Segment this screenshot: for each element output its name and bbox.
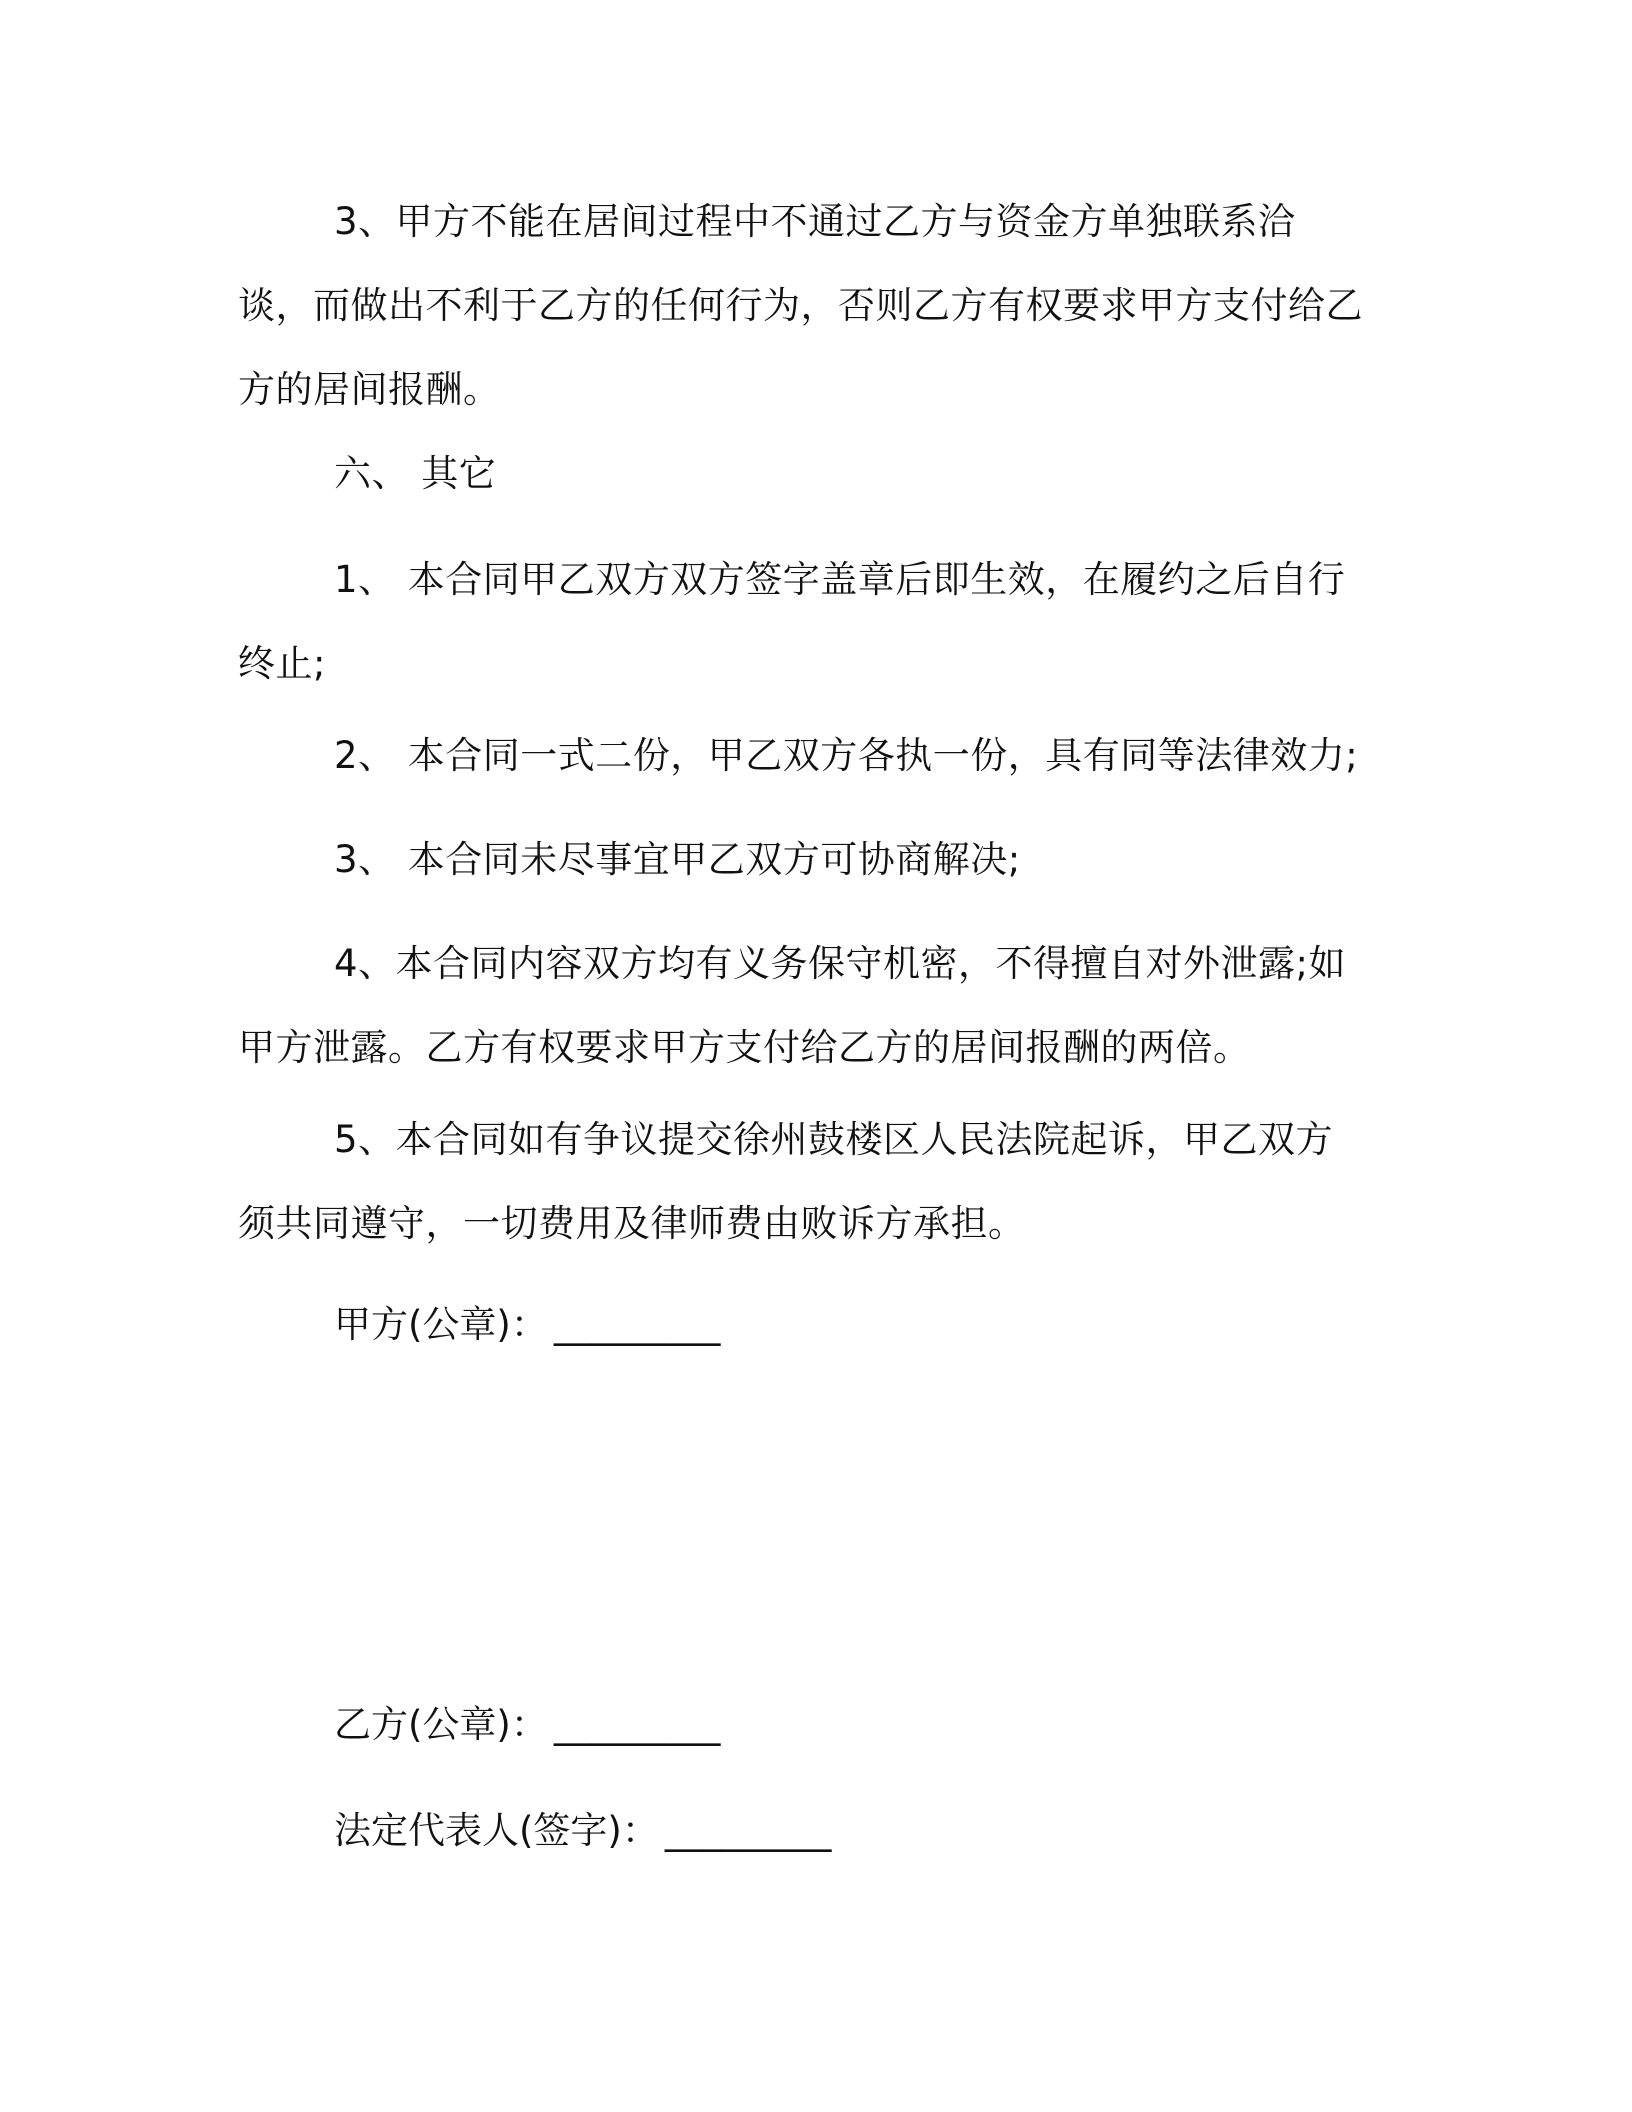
party-b-blank: _________ xyxy=(553,1703,721,1746)
clause-5-3: 3、甲方不能在居间过程中不通过乙方与资金方单独联系洽谈，而做出不利于乙方的任何行为，否则乙方有权要求甲方支付给乙方的居间报酬。 xyxy=(238,200,1363,411)
party-b-label: 乙方(公章)： xyxy=(334,1703,548,1746)
party-b-signature-line xyxy=(334,1700,720,1750)
clause-6-4: 4、本合同内容双方均有义务保守机密，不得擅自对外泄露;如甲方泄露。乙方有权要求甲方支付给乙方的居间报酬的两倍。 xyxy=(238,942,1347,1069)
section-6-heading: 六、 其它 xyxy=(334,452,497,495)
party-a-blank: _________ xyxy=(553,1303,721,1346)
clause-6-3: 3、 本合同未尽事宜甲乙双方可协商解决; xyxy=(334,838,1021,881)
legal-rep-label: 法定代表人(签字)： xyxy=(334,1809,659,1852)
clause-6-1: 1、 本合同甲乙双方双方签字盖章后即生效，在履约之后自行终止; xyxy=(238,558,1346,685)
clause-6-2: 2、 本合同一式二份，甲乙双方各执一份，具有同等法律效力; xyxy=(334,734,1359,777)
legal-rep-signature-line xyxy=(334,1806,831,1856)
clause-6-5: 5、本合同如有争议提交徐州鼓楼区人民法院起诉，甲乙双方须共同遵守，一切费用及律师费由败诉方承担。 xyxy=(238,1118,1334,1245)
legal-rep-blank: _________ xyxy=(664,1809,832,1852)
party-a-signature-line xyxy=(334,1300,720,1350)
party-a-label: 甲方(公章)： xyxy=(334,1303,548,1346)
